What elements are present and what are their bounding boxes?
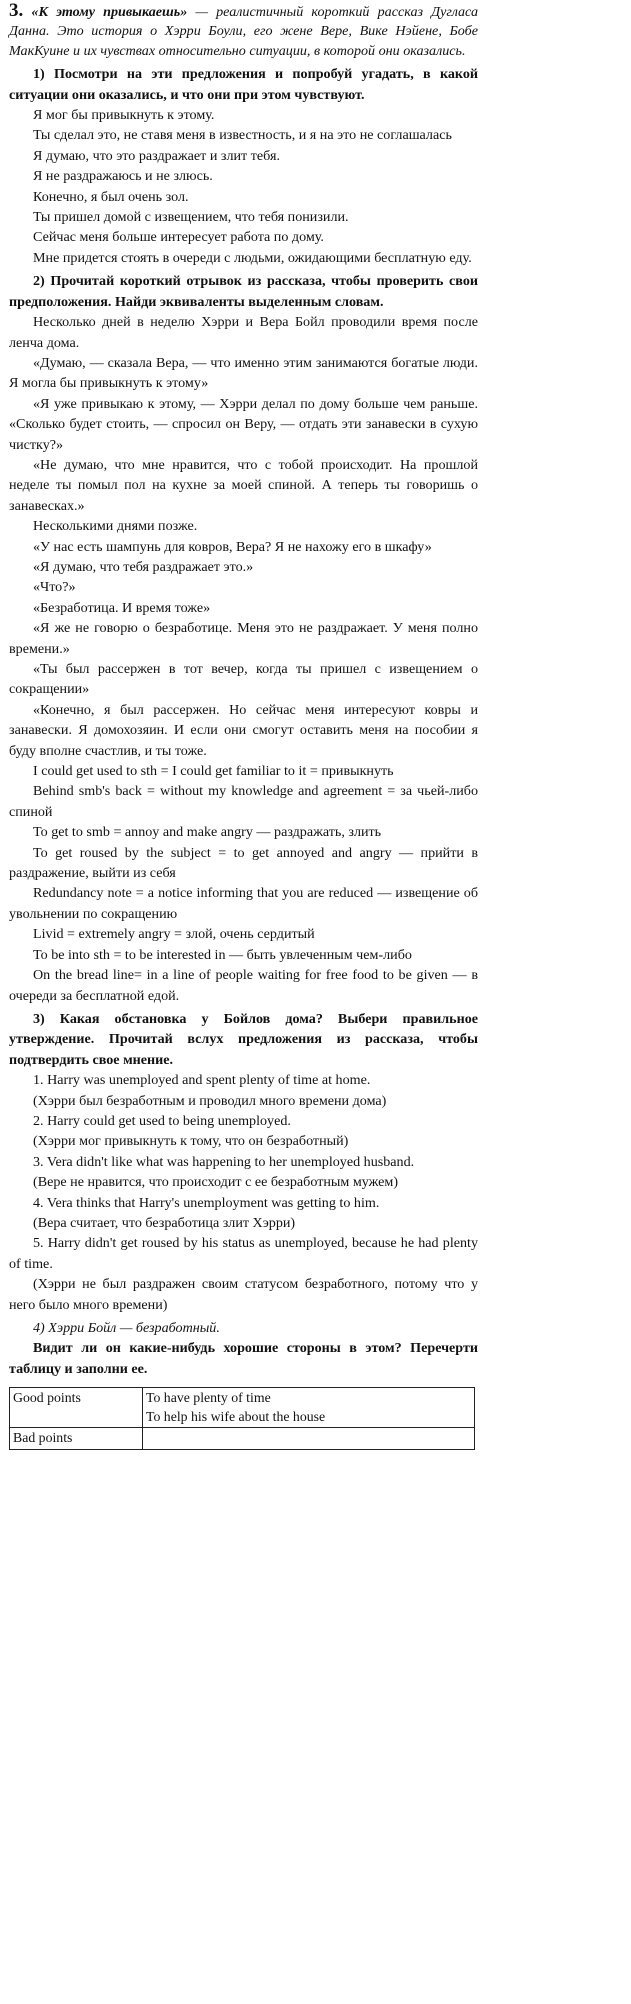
task-intro	[9, 2, 478, 61]
good-points-label: Good points	[10, 1388, 143, 1428]
sentence: Я не раздражаюсь и не злюсь.	[33, 168, 213, 185]
good-points-cell	[143, 1388, 475, 1428]
vocabulary-item: On the bread line= in a line of people waiting for free food to be given — в очереди за бесплатной едой.	[9, 967, 478, 1004]
story-paragraph: Несколькими днями позже.	[33, 518, 198, 535]
table-row-good	[10, 1388, 475, 1428]
sentence: Конечно, я был очень зол.	[33, 188, 189, 205]
good-point-item: To help his wife about the house	[146, 1408, 326, 1424]
good-point-item: To have plenty of time	[146, 1390, 271, 1406]
story-paragraph: «Я думаю, что тебя раздражает это.»	[33, 558, 254, 575]
story-paragraph: Несколько дней в неделю Хэрри и Вера Бойл проводили время после ленча дома.	[9, 314, 478, 351]
vocabulary-item: Behind smb's back = without my knowledge and agreement = за чьей-либо спиной	[9, 783, 478, 820]
story-paragraph: «Безработица. И время тоже»	[33, 599, 211, 616]
vocabulary-list	[9, 761, 478, 1006]
sentence: Я мог бы привыкнуть к этому.	[33, 107, 215, 124]
statement-translation: (Вера считает, что безработица злит Хэрри)	[33, 1214, 296, 1231]
story-paragraph: «Что?»	[33, 579, 76, 596]
points-table	[9, 1387, 475, 1450]
table-row-bad	[10, 1428, 475, 1450]
story-title: «К этому привыкаешь»	[31, 4, 188, 20]
sentence: Ты сделал это, не ставя меня в известность, и я на это не соглашалась	[33, 127, 452, 144]
statement-translation: (Хэрри был безработным и проводил много времени дома)	[33, 1092, 387, 1109]
bad-points-cell	[143, 1428, 475, 1450]
statement-english: 3. Vera didn't like what was happening to her unemployed husband.	[33, 1153, 415, 1170]
story-paragraph: «Ты был рассержен в тот вечер, когда ты пришел с извещением о сокращении»	[9, 661, 478, 698]
story-paragraph: «Думаю, — сказала Вера, — что именно этим занимаются богатые люди. Я могла бы привыкнуть к этому»	[9, 354, 478, 392]
sentence: Сейчас меня больше интересует работа по дому.	[33, 229, 324, 246]
vocabulary-item: To be into sth = to be interested in — быть увлеченным чем-либо	[33, 946, 412, 963]
statement-english: 5. Harry didn't get roused by his status as unemployed, because he had plenty of time.	[9, 1235, 478, 1272]
bad-points-label: Bad points	[10, 1428, 143, 1450]
story-paragraph: «Я уже привыкаю к этому, — Хэрри делал по дому больше чем раньше. «Сколько будет стоить, — спросил он Веру, — отдать эти занавески в сухую чистку?»	[9, 395, 478, 453]
section-4-heading: 4) Хэрри Бойл — безработный.	[33, 1320, 220, 1336]
vocabulary-item: I could get used to sth = I could get familiar to it = привыкнуть	[33, 763, 394, 780]
statement-translation: (Вере не нравится, что происходит с ее безработным мужем)	[33, 1174, 399, 1191]
task-intro-text: — реалистичный короткий рассказ Дугласа Данна. Это история о Хэрри Боули, его жене Вере, Вике Нэйене, Бобе МакКуине и их чувствах относительно ситуации, в которой они оказались.	[9, 4, 478, 59]
sentence: Мне придется стоять в очереди с людьми, ожидающими бесплатную еду.	[33, 249, 472, 266]
statement-english: 4. Vera thinks that Harry's unemployment was getting to him.	[33, 1194, 380, 1211]
vocabulary-item: Redundancy note = a notice informing that you are reduced — извещение об увольнении по сокращению	[9, 885, 478, 922]
section-1-sentences	[9, 105, 478, 268]
sentence: Ты пришел домой с извещением, что тебя понизили.	[33, 209, 349, 226]
task-number: 3.	[9, 0, 24, 21]
section-1-heading: 1) Посмотри на эти предложения и попробуй угадать, в какой ситуации они оказались, и что они при этом чувствуют.	[9, 66, 478, 103]
story-paragraph: «Я же не говорю о безработице. Меня это не раздражает. У меня полно времени.»	[9, 620, 478, 657]
vocabulary-item: To get roused by the subject = to get annoyed and angry — прийти в раздражение, выйти из себя	[9, 844, 478, 882]
sentence: Я думаю, что это раздражает и злит тебя.	[33, 147, 280, 164]
story-paragraph: «Конечно, я был рассержен. Но сейчас меня интересуют ковры и занавески. Я домохозяин. И если они смогут оставить меня на пособии я буду вполне счастлив, и ты тоже.	[9, 701, 478, 759]
section-3-heading: 3) Какая обстановка у Бойлов дома? Выбери правильное утверждение. Прочитай вслух предложения из рассказа, чтобы подтвердить свое мнение.	[9, 1010, 478, 1068]
section-4-question: Видит ли он какие-нибудь хорошие стороны в этом? Перечерти таблицу и заполни ее.	[9, 1340, 478, 1377]
story-paragraph: «Не думаю, что мне нравится, что с тобой происходит. На прошлой неделе ты помыл пол на кухне за моей спиной. А теперь ты говоришь о занавесках.»	[9, 456, 478, 514]
section-2-heading: 2) Прочитай короткий отрывок из рассказа, чтобы проверить свои предположения. Найди эквиваленты выделенным словам.	[9, 273, 478, 310]
story-paragraph: «У нас есть шампунь для ковров, Вера? Я не нахожу его в шкафу»	[33, 538, 432, 555]
vocabulary-item: Livid = extremely angry = злой, очень сердитый	[33, 926, 315, 943]
statement-translation: (Хэрри не был раздражен своим статусом безработного, потому что у него было много времени)	[9, 1276, 478, 1313]
statement-english: 1. Harry was unemployed and spent plenty of time at home.	[33, 1072, 371, 1089]
story-excerpt	[9, 312, 478, 761]
statement-english: 2. Harry could get used to being unemployed.	[33, 1112, 291, 1129]
statements-list	[9, 1070, 478, 1315]
vocabulary-item: To get to smb = annoy and make angry — раздражать, злить	[33, 824, 382, 841]
statement-translation: (Хэрри мог привыкнуть к тому, что он безработный)	[33, 1133, 349, 1150]
